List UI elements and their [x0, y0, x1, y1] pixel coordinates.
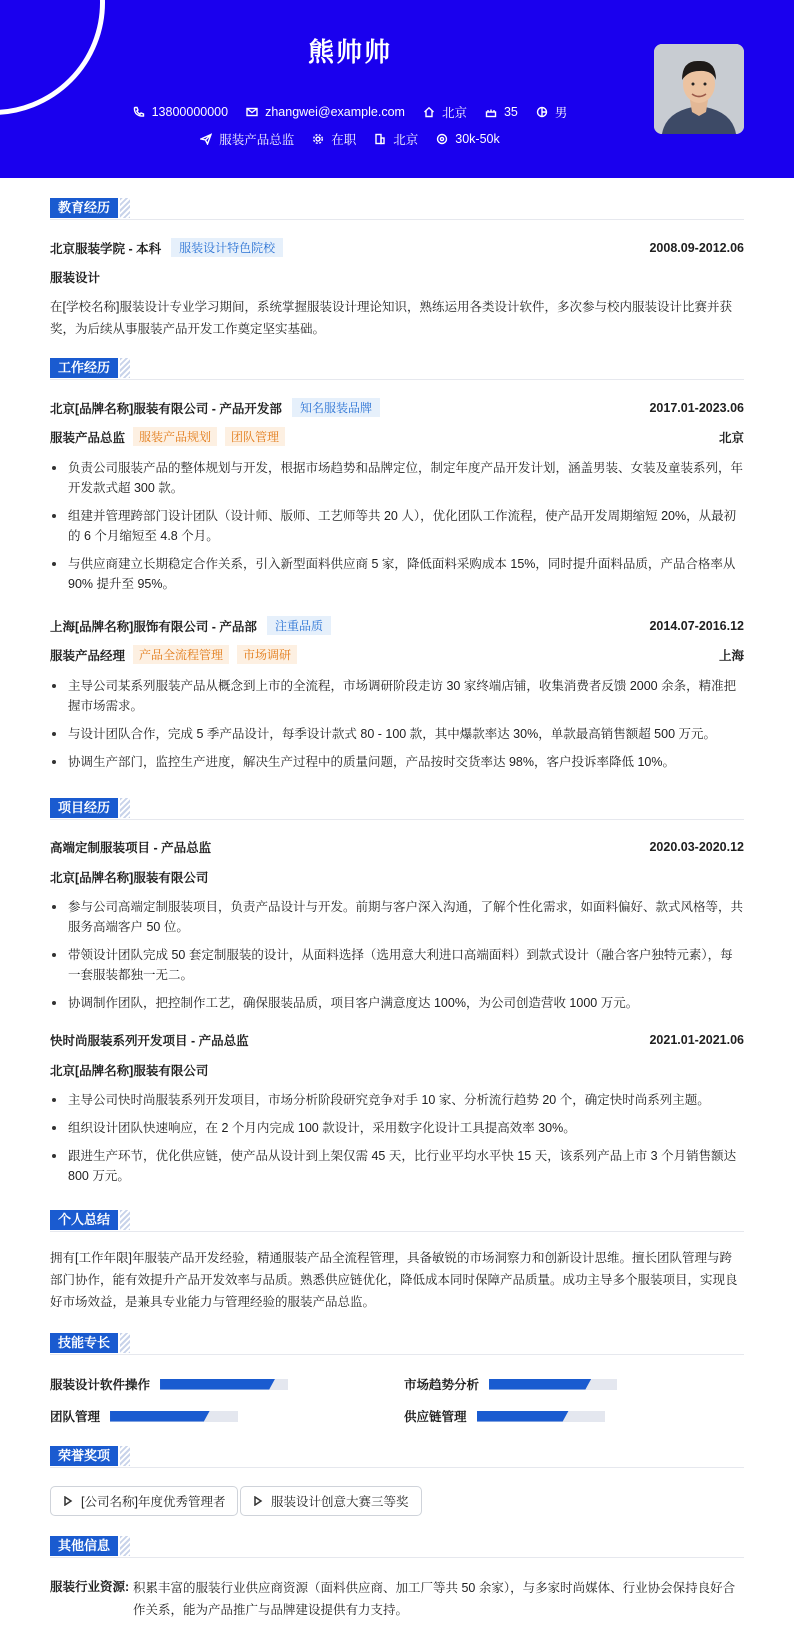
- section-skills-title: 技能专长: [50, 1333, 118, 1353]
- email-info: [246, 103, 405, 121]
- project-name: 高端定制服装项目 - 产品总监: [50, 841, 212, 855]
- section-skills: [50, 1333, 130, 1353]
- education-description: 在[学校名称]服装设计专业学习期间，系统掌握服装设计理论知识，熟练运用各类设计软件，多次参与校内服装设计比赛并获奖，为后续从事服装产品开发工作奠定坚实基础。: [50, 300, 732, 336]
- section-stripe: [120, 1210, 130, 1230]
- gender-info: [536, 103, 568, 121]
- skill-item: [50, 1375, 288, 1393]
- work-company: 上海[品牌名称]服饰有限公司 - 产品部: [50, 619, 257, 634]
- project-company: 北京[品牌名称]服装有限公司: [50, 1064, 209, 1078]
- cake-icon: [485, 106, 497, 118]
- skill-bar: [489, 1379, 617, 1390]
- list-item: 组织设计团队快速响应，在 2 个月内完成 100 款设计，采用数字化设计工具提高效率 30%。: [50, 1118, 744, 1138]
- job-intent-row: [0, 130, 700, 148]
- work-role-row-1: [50, 427, 744, 446]
- skill-item: [404, 1407, 605, 1425]
- mail-icon: [246, 106, 258, 118]
- phone-info: [133, 103, 228, 121]
- skill-name: 服装设计软件操作: [50, 1378, 151, 1392]
- city-text: 北京: [393, 133, 419, 147]
- coin-icon: [436, 133, 448, 145]
- status-text: 在职: [331, 133, 357, 147]
- skill-bar-fill: [477, 1411, 569, 1422]
- section-stripe: [120, 198, 130, 218]
- project-period: 2021.01-2021.06: [649, 1033, 744, 1047]
- section-work: [50, 358, 130, 378]
- section-awards: [50, 1446, 130, 1466]
- section-divider: [50, 1231, 744, 1232]
- skill-bar: [160, 1379, 288, 1390]
- work-company-tag: 注重品质: [267, 616, 331, 635]
- candidate-name: 熊帅帅: [307, 37, 392, 67]
- status-info: [312, 130, 356, 148]
- work-role-tag: 产品全流程管理: [133, 645, 229, 664]
- gear-icon: [312, 133, 324, 145]
- skill-bar: [110, 1411, 238, 1422]
- skill-bar-fill: [489, 1379, 591, 1390]
- education-school: 北京服装学院 - 本科: [50, 241, 162, 256]
- position-info: [200, 130, 294, 148]
- work-period: 2014.07-2016.12: [649, 618, 744, 633]
- list-item: 主导公司快时尚服装系列开发项目，市场分析阶段研究竞争对手 10 家、分析流行趋势 20 个，确定快时尚系列主题。: [50, 1090, 744, 1110]
- award-label: 服装设计创意大赛三等奖: [271, 1495, 409, 1509]
- salary-info: [436, 130, 499, 148]
- work-role-tag: 市场调研: [237, 645, 297, 664]
- other-text: 积累丰富的服装行业供应商资源（面料供应商、加工厂等共 50 余家），与多家时尚媒体、行业协会保持良好合作关系，能为产品推广与品牌建设提供有力支持。: [133, 1581, 736, 1617]
- home-icon: [423, 106, 435, 118]
- section-projects-title: 项目经历: [50, 798, 118, 818]
- work-role-row-2: [50, 645, 744, 664]
- section-divider: [50, 379, 744, 380]
- section-projects: [50, 798, 130, 818]
- education-tag: 服装设计特色院校: [171, 238, 283, 257]
- summary-text: 拥有[工作年限]年服装产品开发经验，精通服装产品全流程管理，具备敏锐的市场洞察力和创新设计思维。擅长团队管理与跨部门协作，能有效提升产品开发效率与品质。熟悉供应链优化，降低成本同时保障产品质量。成功主导多个服装项目，实现良好市场效益，是兼具专业能力与管理经验的服装产品总监。: [50, 1251, 738, 1309]
- section-education: [50, 198, 130, 218]
- project-period: 2020.03-2020.12: [649, 840, 744, 854]
- list-item: 协调制作团队，把控制作工艺，确保服装品质，项目客户满意度达 100%，为公司创造营收 1000 万元。: [50, 993, 744, 1013]
- education-header: [50, 238, 744, 257]
- resume-header: [0, 0, 794, 178]
- education-period: 2008.09-2012.06: [649, 240, 744, 255]
- list-item: 与供应商建立长期稳定合作关系，引入新型面料供应商 5 家，降低面料采购成本 15%，同时提升面料品质，产品合格率从 90% 提升至 95%。: [50, 554, 744, 594]
- list-item: 与设计团队合作，完成 5 季产品设计，每季设计款式 80 - 100 款，其中爆款率达 30%，单款最高销售额超 500 万元。: [50, 724, 744, 744]
- section-divider: [50, 1467, 744, 1468]
- list-item: 跟进生产环节，优化供应链，使产品从设计到上架仅需 45 天，比行业平均水平快 15 天，该系列产品上市 3 个月销售额达 800 万元。: [50, 1146, 744, 1186]
- section-stripe: [120, 358, 130, 378]
- skill-name: 供应链管理: [404, 1410, 467, 1424]
- gender-icon: [536, 106, 548, 118]
- project-name: 快时尚服装系列开发项目 - 产品总监: [50, 1034, 249, 1048]
- skill-bar-fill: [110, 1411, 210, 1422]
- section-work-title: 工作经历: [50, 358, 118, 378]
- award-label: [公司名称]年度优秀管理者: [81, 1495, 226, 1509]
- phone-icon: [133, 106, 145, 118]
- list-item: 协调生产部门，监控生产进度，解决生产过程中的质量问题，产品按时交货率达 98%，客户投诉率降低 10%。: [50, 752, 744, 772]
- section-summary-title: 个人总结: [50, 1210, 118, 1230]
- section-divider: [50, 219, 744, 220]
- position-text: 服装产品总监: [219, 133, 295, 147]
- project-bullets-2: [50, 1090, 744, 1194]
- education-major: 服装设计: [50, 271, 101, 285]
- section-divider: [50, 1354, 744, 1355]
- skill-item: [50, 1407, 238, 1425]
- skill-bar: [477, 1411, 605, 1422]
- section-other: [50, 1536, 130, 1556]
- phone-text: 13800000000: [151, 105, 229, 119]
- salary-text: 30k-50k: [455, 132, 500, 146]
- project-header-2: [50, 1031, 744, 1049]
- section-stripe: [120, 798, 130, 818]
- work-period: 2017.01-2023.06: [649, 400, 744, 415]
- list-item: 参与公司高端定制服装项目，负责产品设计与开发。前期与客户深入沟通，了解个性化需求，如面料偏好、款式风格等，共服务高端客户 50 位。: [50, 897, 744, 937]
- award-chip: [50, 1486, 238, 1516]
- work-city: 北京: [718, 430, 744, 445]
- project-bullets-1: [50, 897, 744, 1021]
- list-item: 带领设计团队完成 50 套定制服装的设计，从面料选择（选用意大利进口高端面料）到款式设计（融合客户独特元素），每一套服装都独一无二。: [50, 945, 744, 985]
- age-info: [485, 103, 518, 121]
- skill-name: 市场趋势分析: [404, 1378, 480, 1392]
- work-role-tag: 团队管理: [225, 427, 285, 446]
- section-divider: [50, 819, 744, 820]
- hometown-info: [423, 103, 467, 121]
- award-chip: [240, 1486, 422, 1516]
- section-education-title: 教育经历: [50, 198, 118, 218]
- skill-bar-fill: [160, 1379, 275, 1390]
- profile-photo: [654, 44, 744, 134]
- section-summary: [50, 1210, 130, 1230]
- project-header-1: [50, 838, 744, 856]
- list-item: 负责公司服装产品的整体规划与开发，根据市场趋势和品牌定位，制定年度产品开发计划，涵盖男装、女装及童装系列，年开发款式超 300 款。: [50, 458, 744, 498]
- list-item: 主导公司某系列服装产品从概念到上市的全流程，市场调研阶段走访 30 家终端店铺，收集消费者反馈 2000 余条，精准把握市场需求。: [50, 676, 744, 716]
- project-company: 北京[品牌名称]服装有限公司: [50, 871, 209, 885]
- work-role: 服装产品经理: [50, 648, 126, 663]
- play-icon: [253, 1496, 263, 1506]
- email-text: zhangwei@example.com: [265, 105, 405, 119]
- send-icon: [200, 133, 212, 145]
- list-item: 组建并管理跨部门设计团队（设计师、版师、工艺师等共 20 人），优化团队工作流程，使产品开发周期缩短 20%，从最初的 6 个月缩短至 4.8 个月。: [50, 506, 744, 546]
- work-bullets-1: [50, 458, 744, 602]
- section-awards-title: 荣誉奖项: [50, 1446, 118, 1466]
- work-role: 服装产品总监: [50, 430, 126, 445]
- work-city: 上海: [718, 648, 744, 663]
- work-header-1: [50, 398, 744, 417]
- age-text: 35: [503, 105, 518, 119]
- hometown-text: 北京: [441, 106, 467, 120]
- skill-name: 团队管理: [50, 1410, 101, 1424]
- section-other-title: 其他信息: [50, 1536, 118, 1556]
- work-company-tag: 知名服装品牌: [292, 398, 380, 417]
- section-divider: [50, 1557, 744, 1558]
- gender-text: 男: [554, 106, 568, 120]
- play-icon: [63, 1496, 73, 1506]
- city-info: [374, 130, 418, 148]
- work-bullets-2: [50, 676, 744, 780]
- work-header-2: [50, 616, 744, 635]
- work-company: 北京[品牌名称]服装有限公司 - 产品开发部: [50, 401, 282, 416]
- work-role-tag: 服装产品规划: [133, 427, 217, 446]
- section-stripe: [120, 1333, 130, 1353]
- building-icon: [374, 133, 386, 145]
- contact-row: [0, 103, 700, 121]
- skill-item: [404, 1375, 617, 1393]
- other-label: 服装行业资源:: [50, 1580, 130, 1594]
- section-stripe: [120, 1536, 130, 1556]
- section-stripe: [120, 1446, 130, 1466]
